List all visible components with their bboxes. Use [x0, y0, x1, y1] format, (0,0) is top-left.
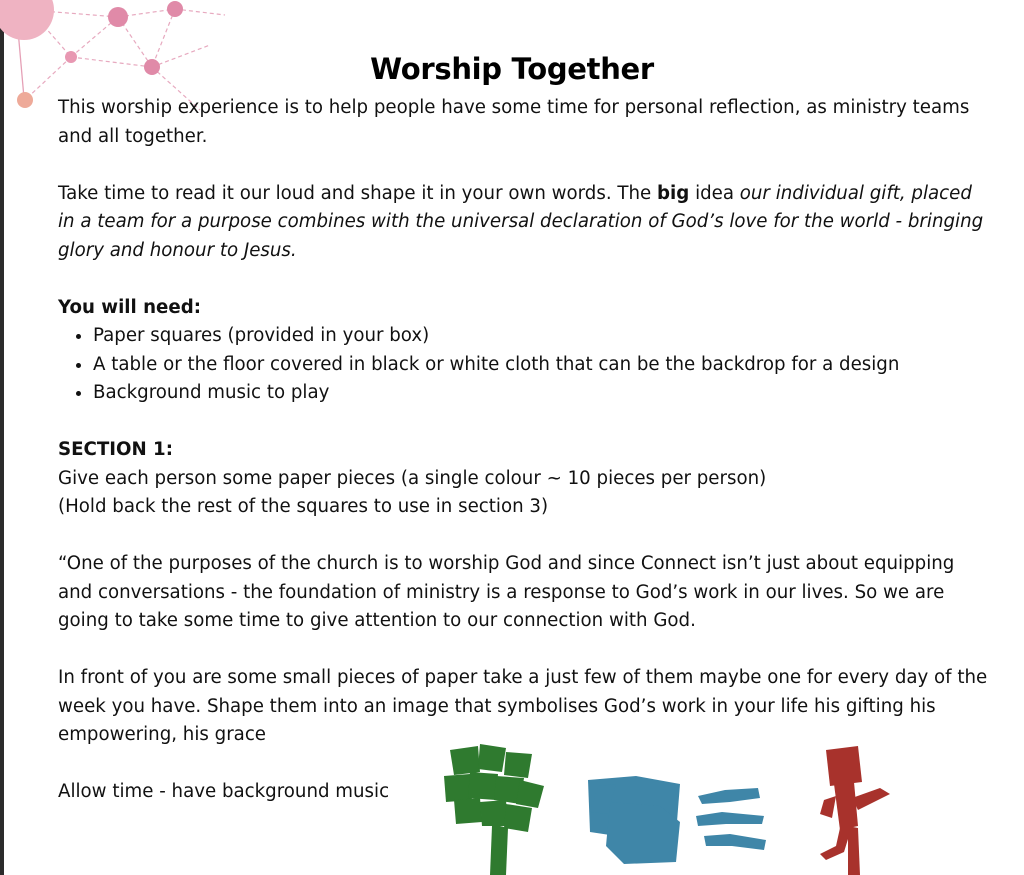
window-edge	[0, 0, 4, 875]
big-word: big	[657, 182, 690, 204]
section-1-heading: SECTION 1:	[58, 439, 173, 460]
needs-heading: You will need:	[58, 296, 202, 318]
read-aloud-paragraph: Take time to read it our loud and shape it in your own words. The big idea our individual gift, placed in a team for a purpose combines with the universal declaration of God’s love for the world - bringing glory and honour to Jesus.	[58, 182, 984, 261]
paper-art-images	[440, 742, 900, 875]
allow-time-text: Allow time - have background music	[58, 781, 390, 802]
document-body	[58, 94, 988, 807]
blue-paper-icon	[588, 776, 766, 864]
quote-paragraph: “One of the purposes of the church is to worship God and since Connect isn’t just about equipping and conversations - the foundation of ministry is a response to God’s work in our lives. So we are going to take some time to give attention to our connection with God.	[58, 553, 955, 631]
big-idea-text: our individual gift, placed in a team for a purpose combines with the universal declaration of God’s love for the world - bringing glory and honour to Jesus.	[58, 182, 984, 261]
page-title: Worship Together	[370, 52, 654, 86]
intro-paragraph: This worship experience is to help people have some time for personal reflection, as ministry teams and all together.	[58, 97, 970, 147]
list-item: • Background music to play	[93, 379, 988, 408]
section-1-line-1: Give each person some paper pieces (a single colour ~ 10 pieces per person)	[58, 467, 767, 489]
green-tree-icon	[444, 744, 544, 875]
section-1-line-2: (Hold back the rest of the squares to use in section 3)	[58, 496, 549, 517]
instructions-paragraph: In front of you are some small pieces of paper take a just few of them maybe one for every day of the week you have. Shape them into an image that symbolises God’s work in your life his gifting his empowering, his grace	[58, 667, 988, 745]
list-item: • A table or the floor covered in black or white cloth that can be the backdrop for a design	[93, 351, 988, 380]
list-item: • Paper squares (provided in your box)	[93, 322, 988, 351]
needs-list	[58, 322, 988, 408]
red-figure-icon	[820, 746, 890, 875]
